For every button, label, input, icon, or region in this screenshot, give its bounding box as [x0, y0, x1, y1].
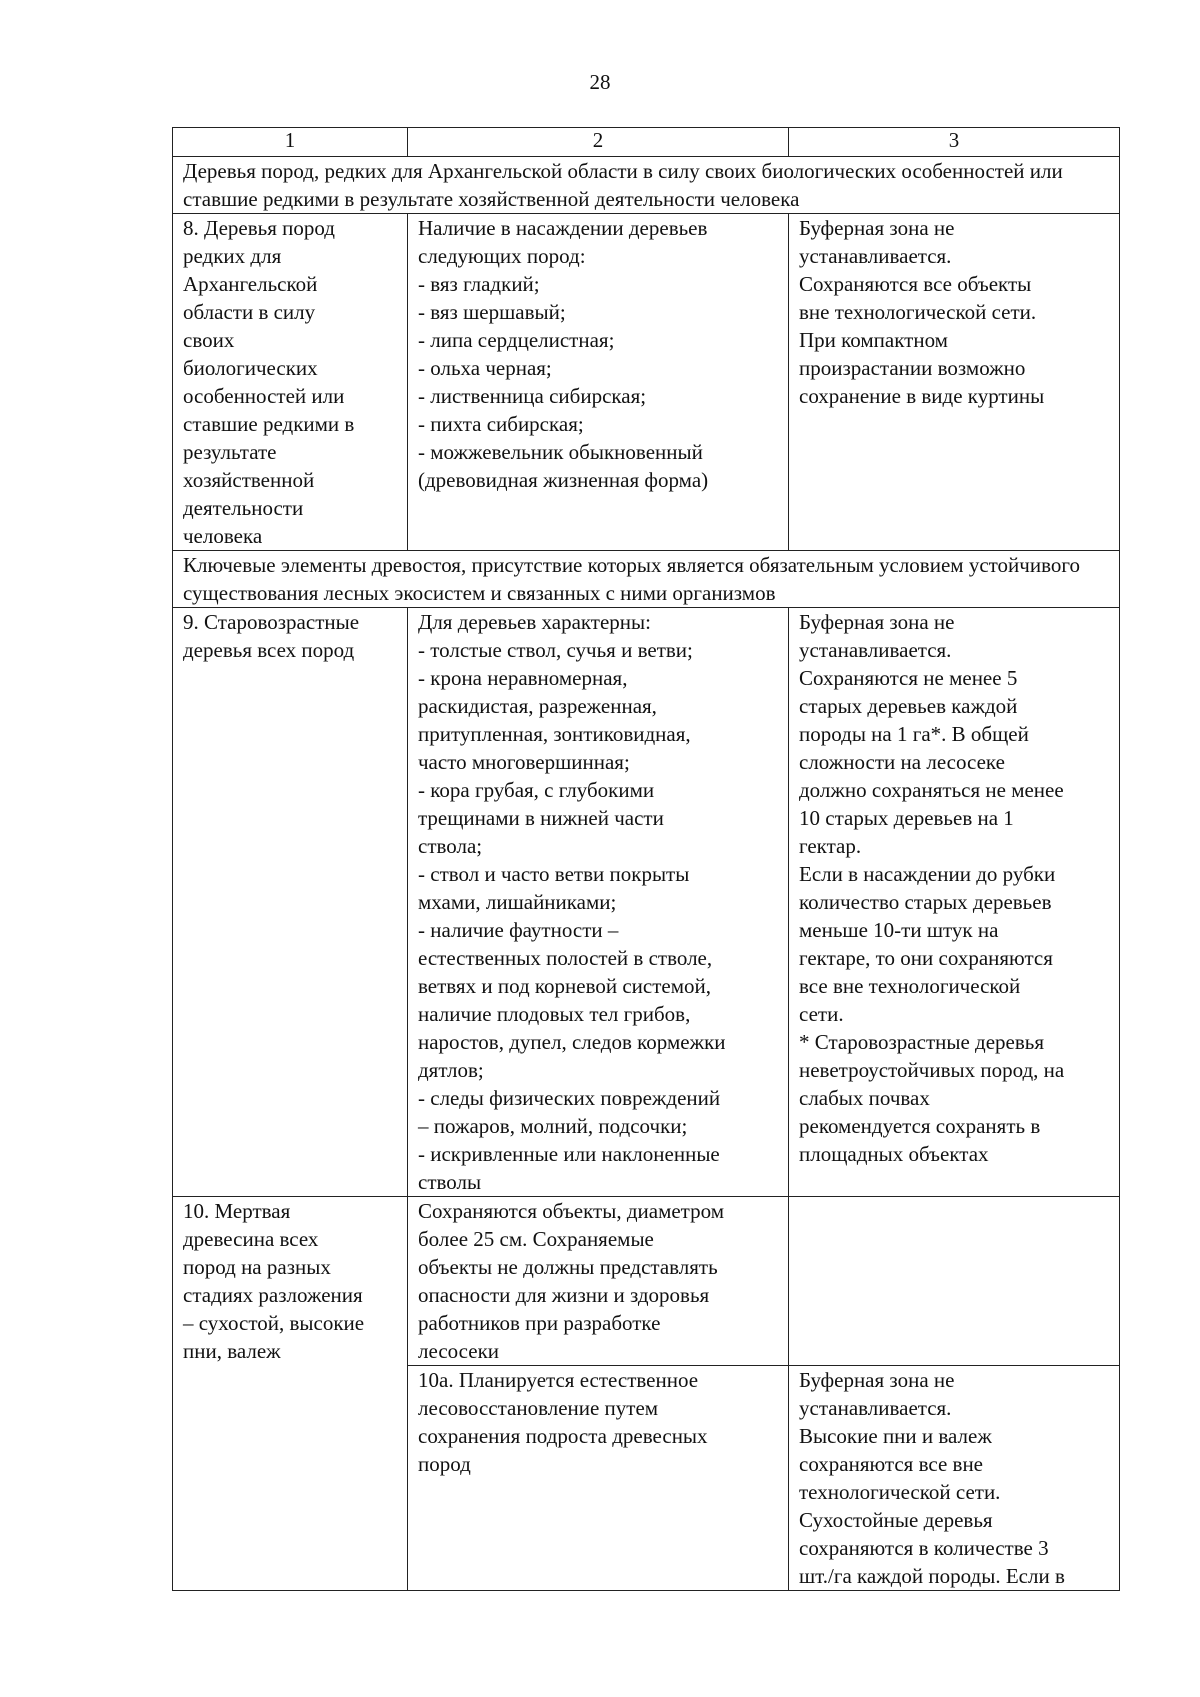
- section-heading-key-elements: Ключевые элементы древостоя, присутствие которых является обязательным условием устойчивого существования лесных экосистем и связанных с ними организмов: [173, 551, 1120, 608]
- section-heading-row: [173, 551, 1120, 608]
- column-number-1: 1: [173, 128, 408, 157]
- row-10-measures: [789, 1197, 1120, 1366]
- row-9-measures: Буферная зона не устанавливается. Сохраняются не менее 5 старых деревьев каждой породы на 1 га*. В общей сложности на лесосеке должно сохраняться не менее 10 старых деревьев на 1 гектар. Если в насаждении до рубки количество старых деревьев меньше 10-ти штук на гектаре, то они сохраняются все вне технологической сети. * Старовозрастные деревья неветроустойчивых пород, на слабых почвах рекомендуется сохранять в площадных объектах: [789, 608, 1120, 1197]
- criteria-table: [172, 127, 1120, 1591]
- row-10-object: 10. Мертвая древесина всех пород на разных стадиях разложения – сухостой, высокие пни, валеж: [173, 1197, 408, 1591]
- table-row: [173, 1197, 1120, 1366]
- column-number-2: 2: [408, 128, 789, 157]
- section-heading-row: [173, 157, 1120, 214]
- row-8-criteria: Наличие в насаждении деревьев следующих пород: - вяз гладкий; - вяз шершавый; - липа сердцелистная; - ольха черная; - лиственница сибирская; - пихта сибирская; - можжевельник обыкновенный (древовидная жизненная форма): [408, 214, 789, 551]
- page-number: 28: [589, 70, 611, 94]
- row-10a-measures: Буферная зона не устанавливается. Высокие пни и валеж сохраняются все вне технологической сети. Сухостойные деревья сохраняются в количестве 3 шт./га каждой породы. Если в: [789, 1366, 1120, 1591]
- row-8-object: 8. Деревья пород редких для Архангельской области в силу своих биологических особенностей или ставшие редкими в результате хозяйственной деятельности человека: [173, 214, 408, 551]
- row-8-measures: Буферная зона не устанавливается. Сохраняются все объекты вне технологической сети. При компактном произрастании возможно сохранение в виде куртины: [789, 214, 1120, 551]
- table-row: [173, 214, 1120, 551]
- column-number-3: 3: [789, 128, 1120, 157]
- section-heading-rare-species: Деревья пород, редких для Архангельской области в силу своих биологических особенностей или ставшие редкими в результате хозяйственной деятельности человека: [173, 157, 1120, 214]
- row-9-criteria: Для деревьев характерны: - толстые ствол, сучья и ветви; - крона неравномерная, раскидистая, разреженная, притупленная, зонтиковидная, часто многовершинная; - кора грубая, с глубокими трещинами в нижней части ствола; - ствол и часто ветви покрыты мхами, лишайниками; - наличие фаутности – естественных полостей в стволе, ветвях и под корневой системой, наличие плодовых тел грибов, наростов, дупел, следов кормежки дятлов; - следы физических повреждений – пожаров, молний, подсочки; - искривленные или наклоненные стволы: [408, 608, 789, 1197]
- row-9-object: 9. Старовозрастные деревья всех пород: [173, 608, 408, 1197]
- row-10-criteria: Сохраняются объекты, диаметром более 25 см. Сохраняемые объекты не должны представлять опасности для жизни и здоровья работников при разработке лесосеки: [408, 1197, 789, 1366]
- row-10a-criteria: 10а. Планируется естественное лесовосстановление путем сохранения подроста древесных пород: [408, 1366, 789, 1591]
- table-row: [173, 608, 1120, 1197]
- table-header-row: [173, 128, 1120, 157]
